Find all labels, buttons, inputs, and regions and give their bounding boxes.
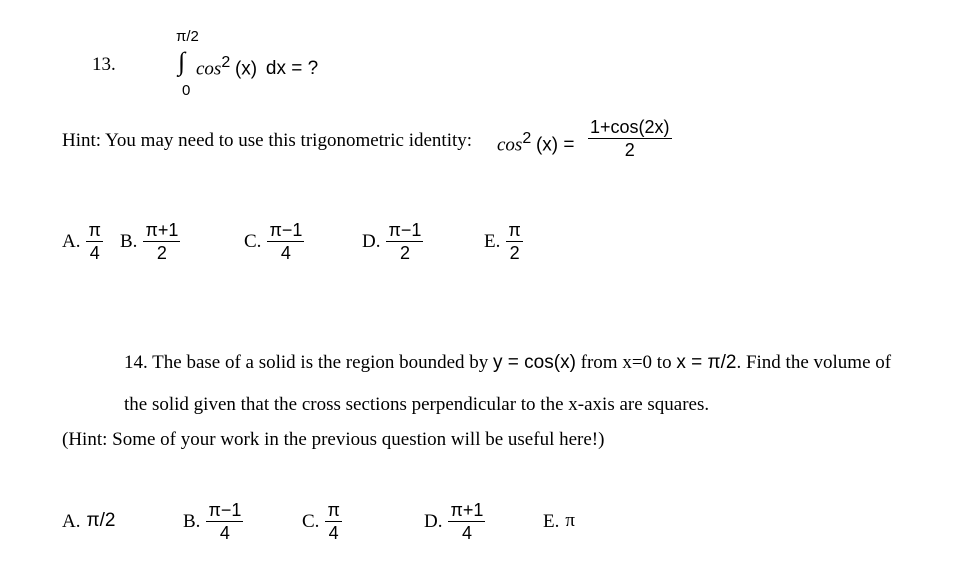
choice-d[interactable] (362, 220, 423, 263)
upper-limit: π/2 (176, 28, 199, 45)
choice-e[interactable] (484, 220, 523, 263)
label: D. (362, 230, 381, 252)
label: E. (543, 510, 560, 532)
choice-a[interactable] (62, 220, 103, 263)
label: C. (302, 510, 320, 532)
denominator: 4 (89, 243, 100, 263)
arg: (x) = (535, 134, 575, 156)
choice-e[interactable] (543, 510, 575, 533)
choice-b[interactable] (120, 220, 180, 263)
equation: x = π/2 (676, 352, 737, 373)
denominator: 4 (328, 523, 339, 543)
denominator: 4 (461, 523, 472, 543)
power: 2 (221, 54, 231, 71)
denominator: 4 (219, 523, 230, 543)
question-text-line1 (124, 352, 891, 374)
numerator: 1+cos(2x) (590, 117, 670, 137)
text: from x=0 to (580, 352, 672, 373)
hint-text: Hint: You may need to use this trigonometric identity: (62, 130, 473, 151)
lower-limit: 0 (182, 82, 191, 99)
identity-lhs (497, 130, 575, 156)
equation: y = cos(x) (493, 352, 576, 373)
label: A. (62, 510, 81, 532)
numerator: π+1 (450, 500, 484, 520)
hint-text: (Hint: Some of your work in the previous question will be useful here!) (62, 429, 605, 450)
numerator: π (327, 500, 340, 520)
numerator: π−1 (269, 220, 303, 240)
numerator: π−1 (388, 220, 422, 240)
choice-a[interactable] (62, 510, 115, 533)
label: E. (484, 230, 501, 252)
label: D. (424, 510, 443, 532)
identity-fraction (588, 117, 672, 160)
value: π (565, 510, 575, 531)
choice-c[interactable] (244, 220, 304, 263)
denominator: 2 (624, 140, 635, 160)
func: cos (196, 58, 222, 80)
denominator: 4 (280, 243, 291, 263)
label: B. (183, 510, 201, 532)
power: 2 (522, 130, 532, 147)
choice-b[interactable] (183, 500, 243, 543)
value: π/2 (86, 510, 116, 531)
numerator: π+1 (145, 220, 179, 240)
arg: (x) (234, 58, 258, 80)
text: . Find the volume of (736, 352, 892, 373)
question-number: 13. (92, 54, 116, 75)
tail: dx = ? (265, 58, 319, 80)
label: B. (120, 230, 138, 252)
numerator: π (508, 220, 521, 240)
integrand (196, 54, 318, 80)
text: 14. The base of a solid is the region bounded by (124, 352, 489, 373)
func: cos (497, 134, 523, 156)
choice-c[interactable] (302, 500, 342, 543)
numerator: π−1 (208, 500, 242, 520)
integral-sign: ∫ (178, 47, 186, 76)
denominator: 2 (399, 243, 410, 263)
label: C. (244, 230, 262, 252)
choice-d[interactable] (424, 500, 485, 543)
numerator: π (88, 220, 101, 240)
question-text-line2: the solid given that the cross sections perpendicular to the x-axis are squares. (124, 394, 710, 415)
label: A. (62, 230, 81, 252)
denominator: 2 (156, 243, 167, 263)
denominator: 2 (509, 243, 520, 263)
